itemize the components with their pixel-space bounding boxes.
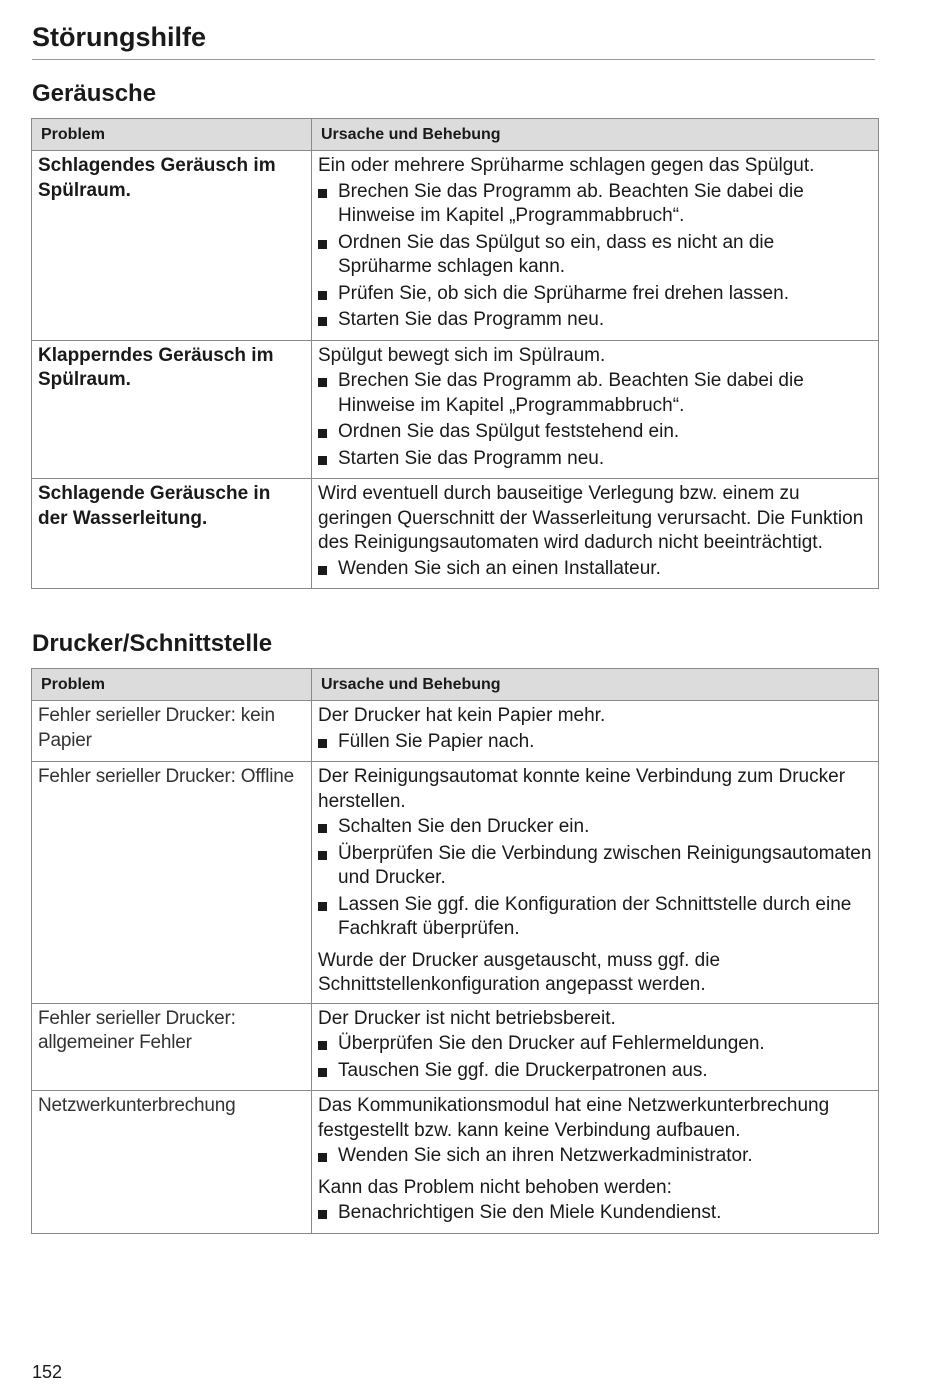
remedy-list xyxy=(318,1144,872,1169)
list-item: Brechen Sie das Programm ab. Beachten Sie dabei die Hinweise im Kapitel „Programmabbruch“. xyxy=(318,369,872,418)
section-title-noises: Geräusche xyxy=(32,80,157,107)
cause-text: Spülgut bewegt sich im Spülraum. xyxy=(318,344,606,366)
list-item: Prüfen Sie, ob sich die Sprüharme frei drehen lassen. xyxy=(318,282,872,307)
cause-cell xyxy=(312,762,879,1004)
cause-cell xyxy=(312,1003,879,1091)
remedy-list xyxy=(318,180,872,333)
problem-cell: Fehler serieller Drucker: Offline xyxy=(32,762,312,1004)
cause-cell xyxy=(312,340,879,479)
page-title: Störungshilfe xyxy=(32,22,875,60)
problem-cell: Klapperndes Geräusch im Spülraum. xyxy=(32,340,312,479)
problem-cell: Schlagende Geräusche in der Wasserleitung. xyxy=(32,479,312,589)
list-item: Lassen Sie ggf. die Konfiguration der Schnittstelle durch eine Fachkraft überprüfen. xyxy=(318,893,872,942)
page-number: 152 xyxy=(32,1362,63,1382)
list-item: Wenden Sie sich an ihren Netzwerkadministrator. xyxy=(318,1144,872,1169)
note-text: Kann das Problem nicht behoben werden: xyxy=(318,1176,672,1198)
table-row xyxy=(32,762,879,1004)
cause-cell xyxy=(312,151,879,341)
table-row xyxy=(32,1091,879,1234)
noises-table xyxy=(31,118,879,589)
list-item: Benachrichtigen Sie den Miele Kundendienst. xyxy=(318,1201,872,1226)
cause-text: Der Reinigungsautomat konnte keine Verbindung zum Drucker herstellen. xyxy=(318,766,846,812)
list-item: Tauschen Sie ggf. die Druckerpatronen aus. xyxy=(318,1059,872,1084)
list-item: Überprüfen Sie die Verbindung zwischen Reinigungsautomaten und Drucker. xyxy=(318,842,872,891)
note-text: Wurde der Drucker ausgetauscht, muss ggf. die Schnittstellenkonfiguration angepasst werden. xyxy=(318,949,721,995)
list-item: Ordnen Sie das Spülgut so ein, dass es nicht an die Sprüharme schlagen kann. xyxy=(318,231,872,280)
remedy-list xyxy=(318,369,872,471)
cause-cell xyxy=(312,1091,879,1234)
table-row xyxy=(32,479,879,589)
list-item: Füllen Sie Papier nach. xyxy=(318,730,872,755)
remedy-list xyxy=(318,1032,872,1083)
table-row xyxy=(32,1003,879,1091)
list-item: Ordnen Sie das Spülgut feststehend ein. xyxy=(318,420,872,445)
list-item: Brechen Sie das Programm ab. Beachten Sie dabei die Hinweise im Kapitel „Programmabbruch“. xyxy=(318,180,872,229)
section-title-printer-interface: Drucker/Schnittstelle xyxy=(32,630,273,657)
table-row xyxy=(32,340,879,479)
table-row xyxy=(32,151,879,341)
list-item: Überprüfen Sie den Drucker auf Fehlermeldungen. xyxy=(318,1032,872,1057)
cause-text: Wird eventuell durch bauseitige Verlegung bzw. einem zu geringen Querschnitt der Wasserleitung verursacht. Die Funktion des Reinigungsautomaten wird dadurch nicht beeinträchtigt. xyxy=(318,483,864,553)
problem-cell: Netzwerkunterbrechung xyxy=(32,1091,312,1234)
list-item: Wenden Sie sich an einen Installateur. xyxy=(318,557,872,582)
list-item: Starten Sie das Programm neu. xyxy=(318,308,872,333)
table-header-row xyxy=(32,119,879,151)
cause-cell xyxy=(312,479,879,589)
list-item: Schalten Sie den Drucker ein. xyxy=(318,815,872,840)
column-header-problem: Problem xyxy=(32,119,312,151)
remedy-list xyxy=(318,1201,872,1226)
remedy-list xyxy=(318,730,872,755)
problem-cell: Schlagendes Geräusch im Spülraum. xyxy=(32,151,312,341)
cause-text: Ein oder mehrere Sprüharme schlagen gegen das Spülgut. xyxy=(318,155,815,176)
list-item: Starten Sie das Programm neu. xyxy=(318,447,872,472)
problem-cell: Fehler serieller Drucker: kein Papier xyxy=(32,701,312,762)
table-row xyxy=(32,701,879,762)
table-header-row xyxy=(32,669,879,701)
column-header-problem: Problem xyxy=(32,669,312,701)
column-header-cause: Ursache und Behebung xyxy=(312,669,879,701)
remedy-list xyxy=(318,815,872,942)
cause-text: Der Drucker ist nicht betriebsbereit. xyxy=(318,1007,616,1029)
remedy-list xyxy=(318,557,872,582)
column-header-cause: Ursache und Behebung xyxy=(312,119,879,151)
cause-text: Das Kommunikationsmodul hat eine Netzwerkunterbrechung festgestellt bzw. kann keine Verbindung aufbauen. xyxy=(318,1095,830,1141)
cause-cell xyxy=(312,701,879,762)
problem-cell: Fehler serieller Drucker: allgemeiner Fehler xyxy=(32,1003,312,1091)
printer-interface-table xyxy=(31,668,879,1234)
cause-text: Der Drucker hat kein Papier mehr. xyxy=(318,705,606,726)
